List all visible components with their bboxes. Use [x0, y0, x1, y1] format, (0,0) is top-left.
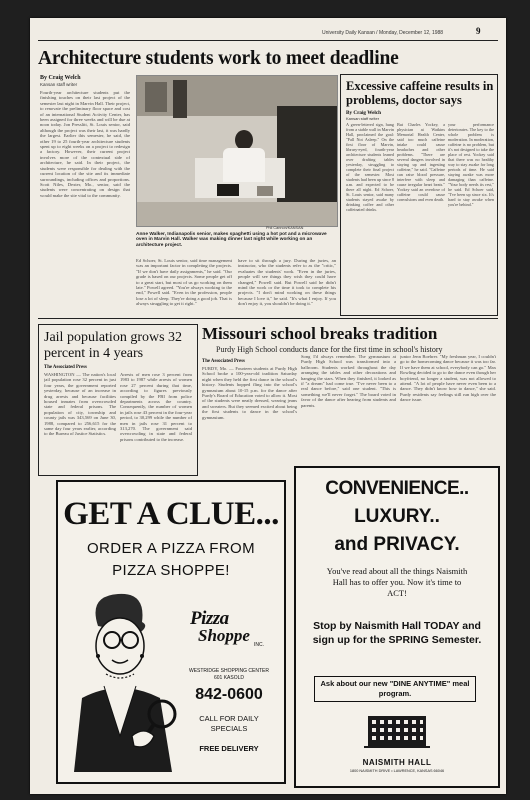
pizza-call-line2: SPECIALS — [210, 724, 248, 733]
architecture-byline-role: Kansan staff writer — [40, 82, 78, 87]
caffeine-headline: Excessive caffeine results in problems, doctor says — [346, 79, 494, 107]
pizza-line3: PIZZA SHOPPE! — [112, 562, 230, 579]
jail-byline: The Associated Press — [44, 365, 87, 370]
section-rule — [38, 318, 498, 319]
photo-caption: Anne Walker, Indianapolis senior, makes spaghetti using a hot pot and a microwave oven in Marvin Hall. Walker was making dinner last night while working on an architecture project. — [136, 232, 327, 248]
architecture-col3: have to sit through a jury. During the juries, an instructor, who the students refer to as the "critic," evaluates the students' work. "Even in the juries, people will see things they wish they could have changed," Powell said. But Powell said he didn't mind the work or the time it took to complete his projects. "I don't mind working on these things because I love it," he said. "It's what I enjoy. If you don't enjoy it, you shouldn't be doing it." — [238, 258, 336, 307]
jail-col1: WASHINGTON — The nation's local jail population rose 32 percent in just four years, the government reported yesterday, because of an increase in drug arrests and because facilities housed inmates from overcrowded state and federal prisons. The population of city, township and county jails was 343,569 on June 30, 1988, compared to 256,615 for the same day four years earlier, according to the Bureau of Justice Statistics. — [44, 372, 116, 437]
pizza-shoppe-logo — [180, 608, 278, 658]
caffeine-col1: A green-lettered sign, hung from a stable wall in Marvin Hall, proclaimed the goal: "Fall Not Asleep." On the first floor of Marvin, library-eyed, fourth-year architecture students leaned over drafting tables yesterday, struggling to complete their final project of the semester. Most students had been up since 8 a.m. and expected to be there all night. Ed Schoer, St. Louis senior, said many students stayed awake by drinking coffee and other caffeinated drinks. — [346, 122, 394, 212]
pizza-ad — [56, 480, 286, 784]
logo-line2: Shoppe — [198, 626, 250, 645]
caffeine-col3: your performance deteriorates. The key to the whole problem is moderation. In moderation, caffeine is no problem, but it's not designed to take the place of rest. Yockey said that there was no healthy way to stay awake for long periods of time. He said staying awake was more damaging than caffeine. "Your body needs its rest," he said. Ed Schoer said, "I've been up since six. It's hard to stay awake when you're behind." — [448, 122, 494, 207]
jail-headline: Jail population grows 32 percent in 4 years — [44, 330, 183, 361]
pizza-delivery: FREE DELIVERY — [199, 744, 259, 753]
naismith-cta: Stop by Naismith Hall TODAY and sign up for the SPRING Semester. — [312, 620, 482, 646]
caffeine-byline-role: Kansan staff writer — [346, 116, 380, 121]
naismith-headline2: LUXURY.. — [354, 506, 440, 527]
pizza-call-line1: CALL FOR DAILY — [199, 714, 259, 723]
pizza-headline: GET A CLUE... — [63, 496, 279, 532]
missouri-headline: Missouri school breaks tradition — [202, 324, 438, 343]
pizza-address-line2: 601 KASOLD — [213, 675, 245, 681]
logo-line1: Pizza — [190, 608, 229, 629]
missouri-byline: The Associated Press — [202, 359, 245, 364]
naismith-hall-building-icon — [364, 712, 430, 758]
grandma-detective-illustration — [68, 586, 180, 772]
caffeine-col2: But Charles Yockey, a physician at Watkins Memorial Health Center, said too much caffeine intake could cause headaches and other problems. "There are several dangers involved in staying up and ingesting caffeine," he said. "Caffeine can raise blood pressure, interfere with sleep and cause irregular heart beats." Yockey said an overdose of caffeine could cause convulsions and even death. — [397, 122, 445, 202]
naismith-meal-box: Ask about our new "DINE ANYTIME" meal program. — [314, 676, 476, 702]
pizza-address-line1: WESTRIDGE SHOPPING CENTER — [188, 668, 269, 674]
masthead-rule — [38, 40, 498, 41]
naismith-headline3: and PRIVACY. — [334, 534, 460, 555]
architecture-body: Fourth-year architecture students put the finishing touches on their last project of the semester last night in Marvin Hall. Their project, to renovate the preliminary floor space and cost of an international Student Activity Center, has been assigned for three weeks and will be due at noon today. Jon Presslitt, St. Louis senior, said although the project was their last, it was hardly the largest. Earlier this semester, he said, the other 19 to 25 fourth-year architecture students spent up to eight weeks on a project to redesign a factory. However, their current project involves more of the contextual side of architecture, he said. In their project, the students were responsible for dealing with the current location of the site and its immediate surroundings, including offices and proportions. Scott Niles, Dexter, Mo., senior, said the students were concentrating on design that would make the site vital to the community. — [40, 90, 130, 198]
missouri-col3: junior Jenn Boehrer. "My freshman year, I couldn't go to the homecoming dance because it was too far. If we have them at school, everybody can go." Max Rowling decided to go to the dance even though her boyfriend, no longer a student, was not allowed to attend. "A lot of people have never even been to a dance. They didn't know how to dance," she said. Purdy residents say feelings still run high over the dance issue. — [400, 354, 496, 403]
page-number: 9 — [476, 26, 481, 36]
missouri-col2: Song I'd always remember. The gymnasium at Purdy High School was transformed into a ballroom. Students worked throughout the day arranging the tables and other decorations and hanging the stars. When they finished, it looked as if "a dream" had come true. "I've never been to a real dance before," said one student. "This is something we'll never forget." The board voted in favor of the dance after hearing from students and parents. — [301, 354, 396, 408]
missouri-subhead: Purdy High School conducts dance for the first time in school's history — [216, 345, 443, 354]
missouri-col1: PURDY, Mo. — Fourteen students at Purdy High School broke a 100-year-old tradition Saturday night when they held the first dance in the school's history. Students hopped fling into the school's gymnasium about 10-15 p.m. for the dance after Purdy's Board of Education voted to allow it. Most of the students were neatly dressed, wearing jeans and sweaters. But they seemed excited about being the first students to dance in the school's gymnasium. — [202, 366, 297, 420]
architecture-headline: Architecture students work to meet deadline — [38, 48, 399, 69]
newspaper-page — [30, 18, 506, 794]
naismith-ad — [294, 466, 500, 788]
naismith-body: You've read about all the things Naismith Hall has to offer you. Now it's time to ACT! — [326, 566, 468, 598]
masthead-text: University Daily Kansan / Monday, December 12, 1988 — [322, 30, 444, 36]
naismith-logo-text: NAISMITH HALL — [362, 758, 432, 767]
architecture-byline: By Craig Welch — [40, 75, 81, 81]
architecture-photo — [136, 75, 338, 227]
jail-col2: Arrests of men rose 3 percent from 1983 to 1987 while arrests of women rose 27 percent during that time, according to figures previously compiled by the FBI from police departments across the country. Consequently, the number of women in jails rose 43 percent in the four-year period, to 30,299 while the number of men in jails rose 31 percent to 313,270. The government said overcrowding in state and federal prisons contributed to the increase. — [120, 372, 192, 442]
caffeine-byline: By Craig Welch — [346, 110, 382, 116]
architecture-col2: Ed Schoer, St. Louis senior, said time management was an important factor in completing the projects. "If we don't have daily assignments," he said. "Our grade is based on our projects. Some people get off to a great start, but most of us go working on them late." Powell agreed. "You're always working to the end," Powell said. "Even in the profession, people lose a lot of sleep. They're doing a good job. That is always struggling to get it right." — [136, 258, 232, 307]
logo-line3: INC. — [254, 642, 264, 648]
pizza-phone: 842-0600 — [195, 686, 263, 703]
naismith-logo-sub: 1800 NAISMITH DRIVE • LAWRENCE, KANSAS 66046 — [349, 769, 445, 773]
photo-credit: Phil Cannon/KANSAN — [266, 226, 304, 230]
pizza-line2: ORDER A PIZZA FROM — [86, 540, 256, 557]
naismith-headline1: CONVENIENCE.. — [325, 478, 469, 499]
